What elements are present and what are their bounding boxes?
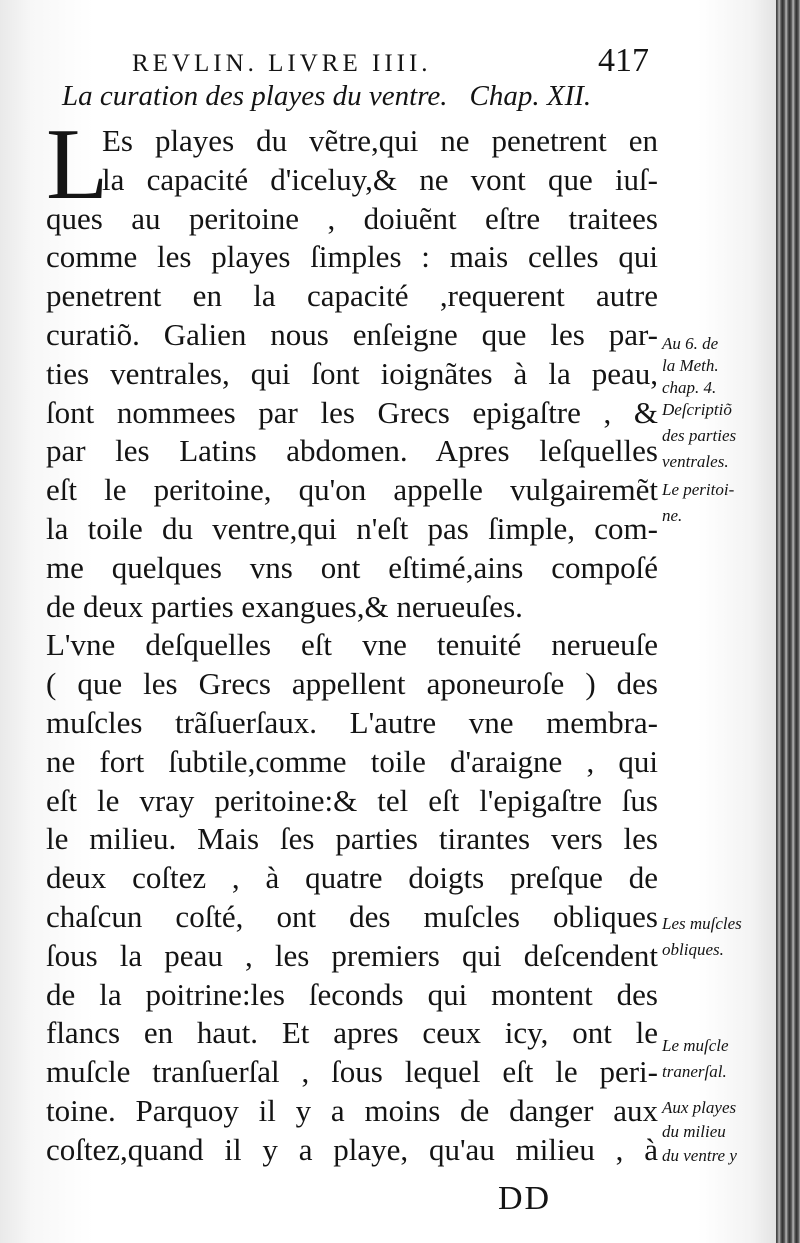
marginal-note: Le muſcle — [662, 1036, 729, 1055]
marginal-note: Deſcriptiõ — [662, 400, 732, 419]
page-number: 417 — [598, 42, 649, 79]
text-line: muſcles trãſuerſaux. L'autre vne membra- — [46, 704, 658, 740]
text-line: par les Latins abdomen. Apres leſquelles — [46, 433, 658, 469]
marginal-note: ventrales. — [662, 452, 729, 471]
text-line: muſcle tranſuerſal , ſous lequel eſt le peri- — [46, 1054, 658, 1090]
text-line: chaſcun coſté, ont des muſcles obliques — [46, 898, 658, 934]
text-line: Es playes du vẽtre,qui ne penetrent en — [102, 123, 658, 158]
marginal-note: la Meth. — [662, 356, 719, 375]
signature-mark: DD — [498, 1180, 552, 1217]
marginal-note: obliques. — [662, 940, 724, 959]
marginal-note: Les muſcles — [662, 914, 742, 933]
text-line: de deux parties exangues,& nerueuſes. — [46, 588, 523, 624]
body-text — [46, 122, 658, 1170]
text-line: ſont nommees par les Grecs epigaſtre , & — [46, 394, 658, 430]
text-line: ne fort ſubtile,comme toile d'araigne , qui — [46, 743, 658, 779]
marginal-note: Le peritoi- — [662, 480, 735, 499]
marginal-note: du milieu — [662, 1122, 726, 1141]
text-line: flancs en haut. Et apres ceux icy, ont le — [46, 1015, 658, 1051]
text-line: me quelques vns ont eſtimé,ains compoſé — [46, 549, 658, 585]
marginal-note: des parties — [662, 426, 737, 445]
text-line: la capacité d'iceluy,& ne vont que iuſ- — [102, 161, 658, 197]
text-line: eſt le peritoine, qu'on appelle vulgairemẽt — [46, 472, 658, 508]
text-line: ( que les Grecs appellent aponeuroſe ) des — [46, 666, 658, 702]
text-line: le milieu. Mais ſes parties tirantes vers les — [46, 821, 658, 857]
text-line: curatiõ. Galien nous enſeigne que les par- — [46, 316, 658, 352]
text-line: eſt le vray peritoine:& tel eſt l'epigaſtre ſus — [46, 782, 658, 818]
marginal-note: du ventre y — [662, 1146, 737, 1165]
marginal-note: Au 6. de — [662, 334, 719, 353]
running-head — [0, 42, 660, 82]
marginal-note: ne. — [662, 506, 683, 525]
text-line: de la poitrine:les ſeconds qui montent des — [46, 976, 658, 1012]
marginal-note: chap. 4. — [662, 378, 717, 397]
drop-cap: L — [46, 108, 109, 221]
text-line: penetrent en la capacité ,requerent autre — [46, 278, 658, 314]
text-line: toine. Parquoy il y a moins de danger aux — [46, 1092, 658, 1128]
chapter-title: La curation des playes du ventre. — [62, 80, 448, 112]
chapter-number: Chap. XII. — [469, 80, 592, 112]
chapter-heading — [62, 80, 591, 113]
text-line: ſous la peau , les premiers qui deſcendent — [46, 937, 658, 973]
running-head-title: REVLIN. LIVRE IIII. — [132, 50, 432, 77]
text-line: ties ventrales, qui ſont ioignãtes à la peau, — [46, 355, 658, 391]
marginal-note: tranerſal. — [662, 1062, 727, 1081]
text-line: L'vne deſquelles eſt vne tenuité nerueuſe — [46, 627, 658, 663]
page-edge — [776, 0, 800, 1243]
marginal-note: Aux playes — [662, 1098, 737, 1117]
text-line: ques au peritoine , doiuẽnt eſtre traitees — [46, 200, 658, 236]
text-line: coſtez,quand il y a playe, qu'au milieu , à — [46, 1131, 658, 1167]
text-line: la toile du ventre,qui n'eſt pas ſimple, com- — [46, 510, 658, 546]
text-line: deux coſtez , à quatre doigts preſque de — [46, 860, 658, 896]
marginal-notes — [662, 0, 770, 1243]
text-line: comme les playes ſimples : mais celles qui — [46, 239, 658, 275]
